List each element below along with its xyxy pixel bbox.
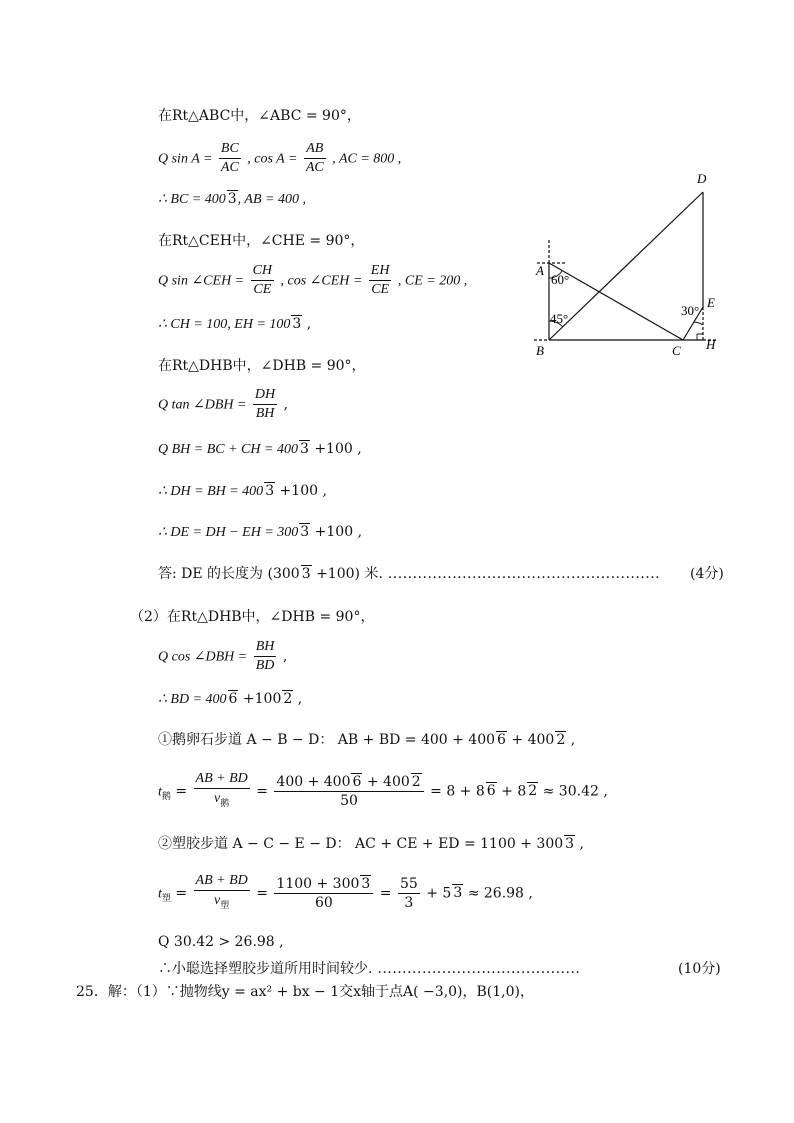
line-conclusion: ∴小聪选择塑胶步道所用时间较少. ......................................... [158, 961, 581, 977]
line-rt-ceh: 在Rt△CEH中，∠CHE = 90°， [158, 233, 365, 249]
label-angle-45: 45° [550, 311, 569, 326]
question-25: 25．解：（1）∵抛物线y = ax² + bx − 1交x轴于点A( −3,0)，B(1,0)， [76, 984, 534, 1000]
label-d: D [697, 171, 707, 186]
angle-arc-30 [694, 322, 703, 325]
line-bh: Q BH = BC + CH = 400 3 +100 , [158, 441, 362, 457]
label-c: C [672, 343, 681, 358]
label-a: A [536, 263, 544, 278]
line-bd: ∴ BD = 400 6 +100 2 , [158, 691, 303, 707]
line-time-1: $t_鹅$ = $\frac{AB + BD}{v_鹅}$ = $\frac{400 + 400 6 + 400 2}{50}$ = 8 + 8 6 + 8 2 ≈ 30.42 , [158, 771, 608, 809]
score-4: (4分) [690, 566, 724, 582]
line-route-2: ②塑胶步道 A − C − E − D： AC + CE + ED = 1100 + 300 3 , [158, 836, 584, 852]
line-answer-1: 答: DE 的长度为 (300 3 +100) 米. ....................................................... [158, 566, 661, 582]
line-sin-cos-a: Q sin A = $\frac{BC}{AC}$ , cos A = $\frac{AB}{AC}$ , AC = 800 , [158, 141, 402, 175]
line-rt-dhb: 在Rt△DHB中，∠DHB = 90°， [158, 358, 366, 374]
line-compare: Q 30.42 > 26.98 , [158, 934, 284, 950]
geometry-figure [520, 165, 730, 365]
line-ch-eh: ∴ CH = 100, EH = 100 3 , [158, 316, 312, 332]
line-de: ∴ DE = DH − EH = 300 3 +100 , [158, 524, 363, 540]
line-bc-ab: ∴ BC = 400 3, AB = 400 , [158, 191, 306, 207]
line-tan-dbh: Q tan ∠DBH = $\frac{DH}{BH}$ , [158, 387, 289, 421]
label-b: B [536, 343, 544, 358]
label-e: E [707, 295, 715, 310]
line-cos-dbh: Q cos ∠DBH = $\frac{BH}{BD}$ , [158, 639, 288, 673]
label-angle-30: 30° [681, 303, 700, 318]
line-dh: ∴ DH = BH = 400 3 +100 , [158, 483, 327, 499]
segment-bd [549, 192, 703, 340]
label-h: H [706, 337, 716, 352]
line-part2-rt-dhb: （2）在Rt△DHB中，∠DHB = 90°， [130, 609, 375, 625]
line-time-2: $t_塑$ = $\frac{AB + BD}{v_塑}$ = $\frac{1100 + 300 3}{60}$ = $\frac{55}{3}$ + 5 3 ≈ 26.98 , [158, 873, 533, 911]
label-angle-60: 60° [551, 272, 570, 287]
score-10: (10分) [678, 961, 721, 977]
line-sin-cos-ceh: Q sin ∠CEH = $\frac{CH}{CE}$ , cos ∠CEH = $\frac{EH}{CE}$ , CE = 200 , [158, 263, 468, 297]
line-route-1: ①鹅卵石步道 A − B − D： AB + BD = 400 + 400 6 + 400 2 , [158, 732, 576, 748]
line-rt-abc: 在Rt△ABC中，∠ABC = 90°， [158, 108, 361, 124]
